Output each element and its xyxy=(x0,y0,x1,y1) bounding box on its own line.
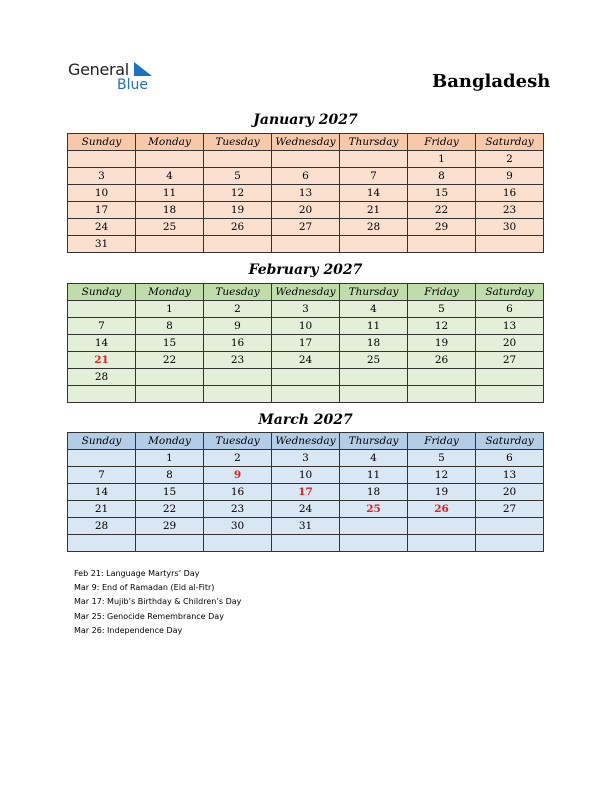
day-cell xyxy=(408,386,476,403)
week-row xyxy=(68,236,544,253)
week-row xyxy=(68,335,544,352)
day-cell xyxy=(204,386,272,403)
weekday-header: Saturday xyxy=(476,284,544,301)
day-cell: 28 xyxy=(68,369,136,386)
day-cell: 22 xyxy=(136,501,204,518)
day-cell: 17 xyxy=(272,484,340,501)
day-cell: 10 xyxy=(68,185,136,202)
day-cell: 24 xyxy=(272,352,340,369)
day-cell: 3 xyxy=(68,168,136,185)
weekday-header: Tuesday xyxy=(204,284,272,301)
day-cell: 13 xyxy=(476,318,544,335)
logo-word-blue: Blue xyxy=(117,77,148,93)
day-cell: 12 xyxy=(204,185,272,202)
weekday-header-row xyxy=(68,433,544,450)
day-cell xyxy=(340,535,408,552)
day-cell: 14 xyxy=(68,335,136,352)
week-row xyxy=(68,301,544,318)
holiday-notes xyxy=(74,567,241,638)
day-cell xyxy=(68,535,136,552)
day-cell xyxy=(408,236,476,253)
day-cell: 6 xyxy=(476,301,544,318)
day-cell: 12 xyxy=(408,467,476,484)
weekday-header: Thursday xyxy=(340,284,408,301)
day-cell: 19 xyxy=(204,202,272,219)
day-cell xyxy=(476,535,544,552)
day-cell: 26 xyxy=(204,219,272,236)
day-cell xyxy=(136,151,204,168)
day-cell: 10 xyxy=(272,318,340,335)
day-cell xyxy=(340,386,408,403)
day-cell: 8 xyxy=(136,318,204,335)
day-cell xyxy=(408,518,476,535)
weekday-header: Monday xyxy=(136,284,204,301)
day-cell: 26 xyxy=(408,501,476,518)
day-cell xyxy=(340,151,408,168)
week-row xyxy=(68,518,544,535)
day-cell: 7 xyxy=(68,318,136,335)
day-cell: 20 xyxy=(476,335,544,352)
day-cell: 2 xyxy=(204,450,272,467)
country-title: Bangladesh xyxy=(432,71,551,92)
day-cell: 5 xyxy=(408,450,476,467)
weekday-header: Friday xyxy=(408,134,476,151)
day-cell: 11 xyxy=(136,185,204,202)
day-cell: 13 xyxy=(476,467,544,484)
day-cell: 4 xyxy=(340,301,408,318)
day-cell: 5 xyxy=(204,168,272,185)
day-cell: 14 xyxy=(340,185,408,202)
weekday-header: Tuesday xyxy=(204,433,272,450)
day-cell: 29 xyxy=(136,518,204,535)
weekday-header: Tuesday xyxy=(204,134,272,151)
day-cell: 16 xyxy=(204,335,272,352)
day-cell xyxy=(408,369,476,386)
day-cell: 27 xyxy=(476,501,544,518)
day-cell: 19 xyxy=(408,484,476,501)
week-row xyxy=(68,484,544,501)
day-cell: 2 xyxy=(476,151,544,168)
day-cell: 9 xyxy=(204,467,272,484)
weekday-header-row xyxy=(68,134,544,151)
holiday-note: Mar 17: Mujib’s Birthday & Children’s Day xyxy=(74,597,242,607)
day-cell xyxy=(68,386,136,403)
calendar-february xyxy=(67,283,544,403)
day-cell: 25 xyxy=(340,501,408,518)
day-cell: 4 xyxy=(136,168,204,185)
day-cell: 1 xyxy=(408,151,476,168)
week-row xyxy=(68,386,544,403)
week-row xyxy=(68,151,544,168)
month-title-march: March 2027 xyxy=(258,412,353,428)
day-cell xyxy=(476,518,544,535)
day-cell xyxy=(204,151,272,168)
day-cell: 15 xyxy=(408,185,476,202)
day-cell: 19 xyxy=(408,335,476,352)
day-cell xyxy=(68,450,136,467)
day-cell: 29 xyxy=(408,219,476,236)
day-cell: 30 xyxy=(476,219,544,236)
month-title-january: January 2027 xyxy=(253,112,358,128)
weekday-header: Sunday xyxy=(68,134,136,151)
weekday-header: Wednesday xyxy=(272,284,340,301)
day-cell: 3 xyxy=(272,450,340,467)
day-cell: 22 xyxy=(408,202,476,219)
day-cell: 22 xyxy=(136,352,204,369)
day-cell: 23 xyxy=(476,202,544,219)
month-title-february: February 2027 xyxy=(248,262,363,278)
day-cell: 18 xyxy=(340,335,408,352)
week-row xyxy=(68,185,544,202)
day-cell: 17 xyxy=(68,202,136,219)
week-row xyxy=(68,219,544,236)
day-cell: 31 xyxy=(68,236,136,253)
day-cell: 16 xyxy=(204,484,272,501)
calendar-march xyxy=(67,432,544,552)
day-cell xyxy=(204,369,272,386)
day-cell: 28 xyxy=(68,518,136,535)
generalblue-logo xyxy=(68,60,168,96)
day-cell: 8 xyxy=(408,168,476,185)
week-row xyxy=(68,467,544,484)
weekday-header: Saturday xyxy=(476,134,544,151)
day-cell: 24 xyxy=(68,219,136,236)
day-cell: 15 xyxy=(136,335,204,352)
day-cell: 27 xyxy=(476,352,544,369)
day-cell xyxy=(136,535,204,552)
week-row xyxy=(68,202,544,219)
day-cell xyxy=(68,301,136,318)
day-cell: 3 xyxy=(272,301,340,318)
day-cell xyxy=(272,386,340,403)
day-cell xyxy=(272,535,340,552)
holiday-note: Mar 25: Genocide Remembrance Day xyxy=(74,611,224,621)
weekday-header-row xyxy=(68,284,544,301)
day-cell xyxy=(272,151,340,168)
day-cell xyxy=(272,369,340,386)
day-cell xyxy=(68,151,136,168)
day-cell: 18 xyxy=(136,202,204,219)
day-cell: 23 xyxy=(204,352,272,369)
week-row xyxy=(68,352,544,369)
weekday-header: Thursday xyxy=(340,433,408,450)
day-cell xyxy=(272,236,340,253)
day-cell: 7 xyxy=(340,168,408,185)
week-row xyxy=(68,369,544,386)
day-cell xyxy=(408,535,476,552)
day-cell: 28 xyxy=(340,219,408,236)
day-cell: 18 xyxy=(340,484,408,501)
day-cell: 17 xyxy=(272,335,340,352)
weekday-header: Thursday xyxy=(340,134,408,151)
day-cell xyxy=(340,518,408,535)
logo-triangle-icon xyxy=(134,62,154,76)
day-cell: 15 xyxy=(136,484,204,501)
day-cell xyxy=(340,369,408,386)
day-cell: 6 xyxy=(272,168,340,185)
holiday-note: Mar 26: Independence Day xyxy=(74,625,183,635)
day-cell: 25 xyxy=(340,352,408,369)
week-row xyxy=(68,450,544,467)
weekday-header: Friday xyxy=(408,284,476,301)
day-cell: 1 xyxy=(136,301,204,318)
day-cell xyxy=(204,535,272,552)
day-cell: 13 xyxy=(272,185,340,202)
day-cell: 1 xyxy=(136,450,204,467)
logo-word-general: General xyxy=(68,60,129,79)
weekday-header: Sunday xyxy=(68,284,136,301)
weekday-header: Monday xyxy=(136,134,204,151)
day-cell xyxy=(204,236,272,253)
day-cell: 23 xyxy=(204,501,272,518)
day-cell: 21 xyxy=(68,501,136,518)
day-cell: 21 xyxy=(68,352,136,369)
day-cell: 2 xyxy=(204,301,272,318)
day-cell: 25 xyxy=(136,219,204,236)
day-cell xyxy=(340,236,408,253)
day-cell: 6 xyxy=(476,450,544,467)
holiday-note: Feb 21: Language Martyrs’ Day xyxy=(74,569,200,578)
calendar-january xyxy=(67,133,544,253)
day-cell: 7 xyxy=(68,467,136,484)
day-cell: 26 xyxy=(408,352,476,369)
day-cell: 24 xyxy=(272,501,340,518)
holiday-note: Mar 9: End of Ramadan (Eid al-Fitr) xyxy=(74,583,215,593)
day-cell xyxy=(476,236,544,253)
day-cell: 5 xyxy=(408,301,476,318)
weekday-header: Friday xyxy=(408,433,476,450)
day-cell: 4 xyxy=(340,450,408,467)
day-cell: 9 xyxy=(204,318,272,335)
day-cell: 14 xyxy=(68,484,136,501)
weekday-header: Wednesday xyxy=(272,433,340,450)
week-row xyxy=(68,318,544,335)
weekday-header: Wednesday xyxy=(272,134,340,151)
week-row xyxy=(68,501,544,518)
day-cell: 11 xyxy=(340,467,408,484)
day-cell: 8 xyxy=(136,467,204,484)
day-cell xyxy=(476,386,544,403)
day-cell: 27 xyxy=(272,219,340,236)
day-cell xyxy=(476,369,544,386)
day-cell: 31 xyxy=(272,518,340,535)
day-cell xyxy=(136,369,204,386)
day-cell: 30 xyxy=(204,518,272,535)
weekday-header: Saturday xyxy=(476,433,544,450)
day-cell: 11 xyxy=(340,318,408,335)
weekday-header: Monday xyxy=(136,433,204,450)
day-cell xyxy=(136,236,204,253)
week-row xyxy=(68,168,544,185)
day-cell: 20 xyxy=(476,484,544,501)
day-cell: 21 xyxy=(340,202,408,219)
day-cell: 12 xyxy=(408,318,476,335)
day-cell: 20 xyxy=(272,202,340,219)
day-cell: 16 xyxy=(476,185,544,202)
day-cell xyxy=(136,386,204,403)
day-cell: 9 xyxy=(476,168,544,185)
weekday-header: Sunday xyxy=(68,433,136,450)
week-row xyxy=(68,535,544,552)
day-cell: 10 xyxy=(272,467,340,484)
